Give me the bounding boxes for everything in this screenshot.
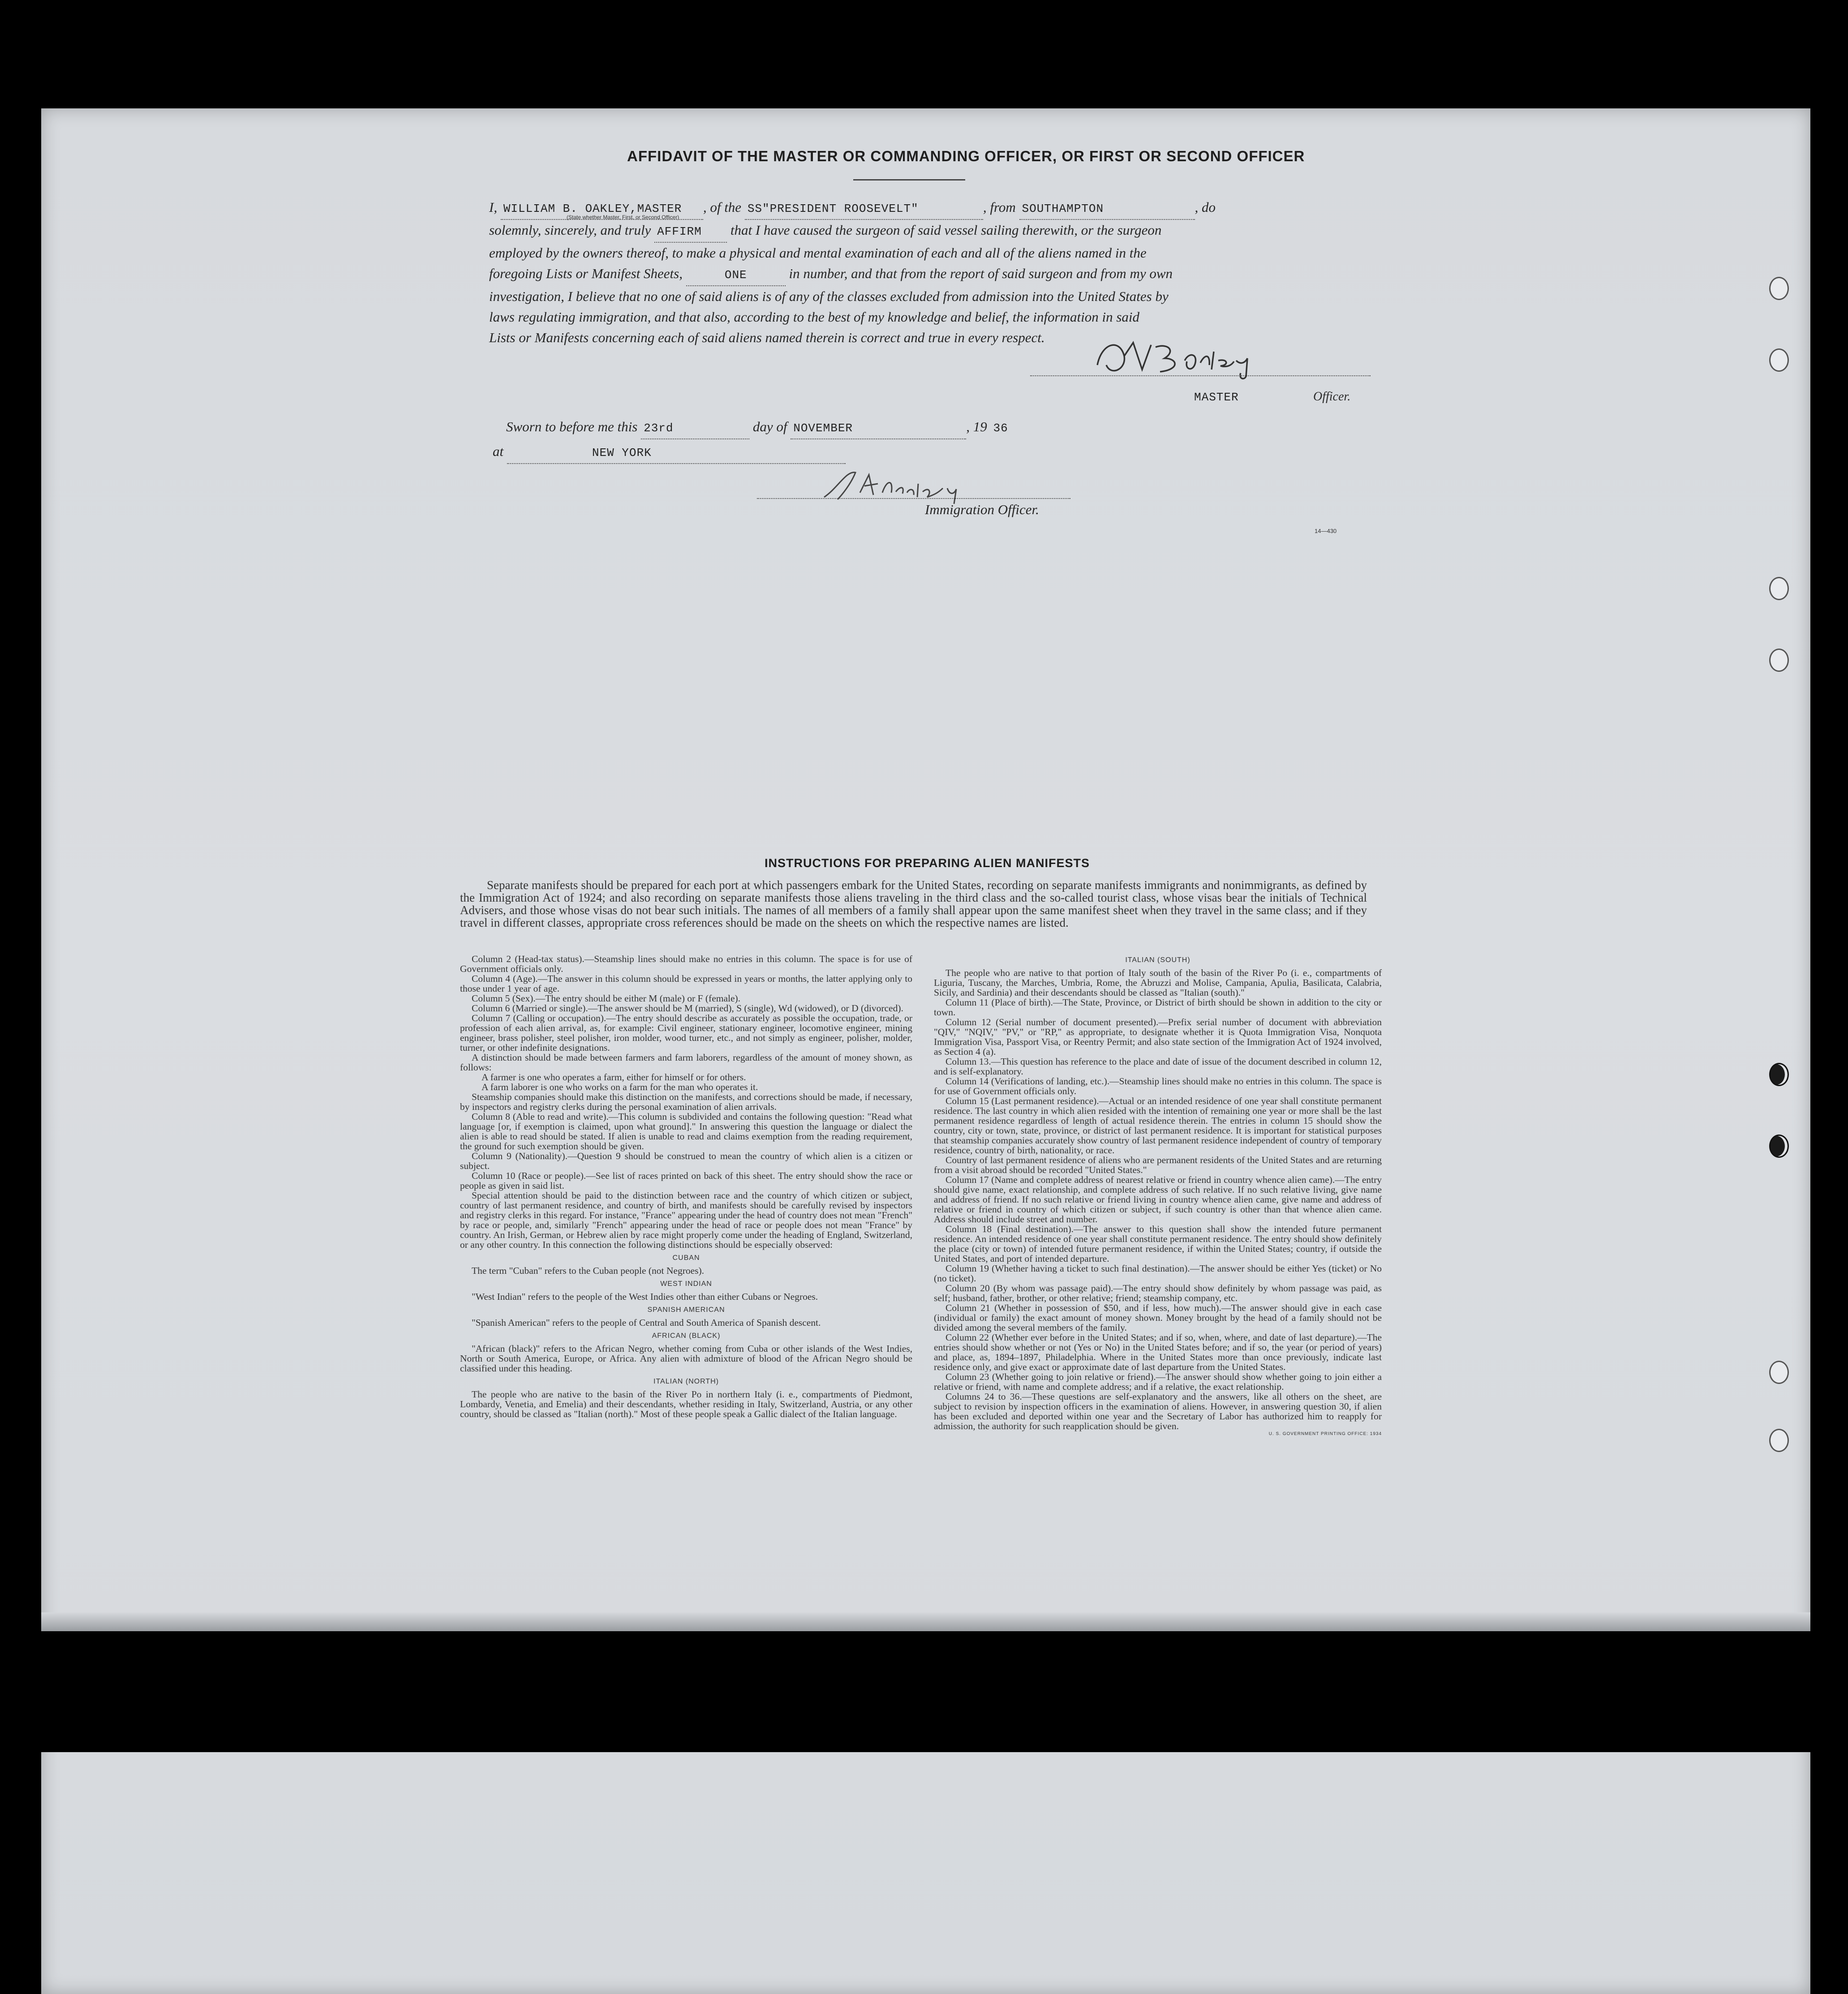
farmer-definition: A farmer is one who operates a farm, either for himself or for others. (481, 1072, 746, 1083)
punch-hole (1769, 649, 1789, 672)
col-4-paragraph: Column 4 (Age).—The answer in this column should be expressed in years or months, the latter applying only to those under 1 year of age. (460, 973, 912, 994)
affidavit-line-2 (489, 220, 1385, 243)
instructions-left-column (460, 954, 912, 1419)
heading-cuban: CUBAN (672, 1254, 700, 1262)
affidavit-title: AFFIDAVIT OF THE MASTER OR COMMANDING OFFICER, OR FIRST OR SECOND OFFICER (627, 148, 1305, 164)
col-23-paragraph: Column 23 (Whether going to join relative or friend).—The answer should show whether going to join either a relative or friend, with name and complete address; and if a relative, the exact relationship. (934, 1371, 1382, 1392)
form-number: 14—430 (1315, 528, 1337, 534)
col-8-paragraph: Column 8 (Able to read and write).—This column is subdivided and contains the following question: "Read what language [or, if exemption is claimed, upon what ground]." In answering this question the language or dialect the alien is able to read should be stated. If alien is unable to read and claims exemption from the reading requirement, the ground for such exemption should be given. (460, 1111, 912, 1152)
sworn-line (506, 417, 1023, 439)
frame-bottom (0, 1630, 1848, 1752)
printer-imprint: U. S. GOVERNMENT PRINTING OFFICE: 1934 (1268, 1431, 1382, 1436)
col-17-paragraph: Column 17 (Name and complete address of nearest relative or friend in country whence alien came).—The entry should give name, exact relationship, and complete address of such relative. If no such relative living, give name and address of friend. If no such relative or friend living in country whence alien came, give name and address of relative or friend in country of which citizen or subject, if such country is other than that whence alien came. Address should include street and number. (934, 1174, 1382, 1225)
punch-hole (1769, 348, 1789, 372)
heading-italian-north: ITALIAN (NORTH) (653, 1378, 719, 1385)
affidavit-i: I, (489, 199, 498, 215)
place-field: NEW YORK (507, 443, 846, 464)
instructions-title: INSTRUCTIONS FOR PREPARING ALIEN MANIFESTS (764, 856, 1090, 870)
cuban-paragraph: The term "Cuban" refers to the Cuban people (not Negroes). (472, 1265, 705, 1276)
farm-laborer-definition: A farm laborer is one who works on a farm for the man who operates it. (481, 1082, 758, 1092)
instructions-right-column (934, 952, 1382, 1439)
affidavit-line-3: employed by the owners thereof, to make a physical and mental examination of each and all of the aliens named in the (489, 245, 1147, 261)
col-19-paragraph: Column 19 (Whether having a ticket to such final destination).—The answer should be either Yes (ticket) or No (no ticket). (934, 1263, 1382, 1284)
col-7-paragraph: Column 7 (Calling or occupation).—The entry should describe as accurately as possible the occupation, trade, or profession of each alien arrival, as, for example: Civil engineer, stationary engineer, locomotive engineer, mining engineer, brass polisher, steel polisher, iron molder, wood turner, etc., and not simply as engineer, polisher, molder, turner, or other indefinite designations. (460, 1013, 912, 1053)
year-prefix: , 19 (966, 419, 987, 434)
punch-hole (1769, 577, 1789, 600)
master-name-field: WILLIAM B. OAKLEY,MASTER (501, 198, 703, 220)
sheet-bottom-fade (41, 1612, 1810, 1631)
col-5-paragraph: Column 5 (Sex).—The entry should be either M (male) or F (female). (472, 993, 741, 1004)
col-2-paragraph: Column 2 (Head-tax status).—Steamship lines should make no entries in this column. The space is for use of Government officials only. (460, 954, 912, 974)
col-15-paragraph: Column 15 (Last permanent residence).—Actual or an intended residence of one year shall constitute permanent residence. The last country in which alien resided with the intention of remaining one year or more shall be the last permanent residence regardless of length of actual residence therein. The entries in column 15 should show the country, city or town, state, province, or district of last permanent residence. It is important for statistical purposes that steamship companies accurately show country of last permanent residence independent of country of temporary residence, country of birth, nationality, or race. (934, 1096, 1382, 1156)
punch-hole (1769, 1361, 1789, 1384)
text-solemnly: solemnly, sincerely, and truly (489, 222, 651, 238)
sheet-count-field: ONE (686, 265, 786, 286)
punch-hole (1769, 1063, 1789, 1086)
day-field: 23rd (641, 418, 749, 439)
race-distinction-paragraph: Special attention should be paid to the distinction between race and the country of which citizen or subject, country of last permanent residence, and country of birth, and manifests should be carefully revised by inspectors and registry clerks in this regard. For instance, "France" appearing under the head of country does not mean "French" by race or people, and, similarly "French" appearing under the head of race or people does not mean "France" by country. An Irish, German, or Hebrew alien by race might properly come under the heading of England, Switzerland, or any other country. In this connection the following distinctions should be especially observed: (460, 1190, 912, 1250)
african-paragraph: "African (black)" refers to the African Negro, whether coming from Cuba or other islands of the West Indies, North or South America, Europe, or Africa. Any alien with admixture of blood of the African Negro should be classified under this heading. (460, 1343, 912, 1374)
col-20-paragraph: Column 20 (By whom was passage paid).—The entry should show definitely by whom passage was paid, as self; husband, father, brother, or other relative; friend; steamship company, etc. (934, 1283, 1382, 1303)
west-indian-paragraph: "West Indian" refers to the people of the West Indies other than either Cubans or Negroes. (472, 1291, 818, 1302)
affidavit-line-7: Lists or Manifests concerning each of said aliens named therein is correct and true in every respect. (489, 330, 1045, 345)
col-18-paragraph: Column 18 (Final destination).—The answer to this question shall show the intended future permanent residence. An intended residence of one year shall constitute permanent residence. The entry should show definitely the place (city or town) of intended future permanent residence, if within the United States; country, if outside the United States, and port of intended departure. (934, 1224, 1382, 1264)
text-line-4a: foregoing Lists or Manifest Sheets, (489, 266, 683, 281)
state-note: (State whether Master, First, or Second Officer) (567, 214, 679, 220)
returning-residents-paragraph: Country of last permanent residence of aliens who are permanent residents of the United States and are returning from a visit abroad should be recorded "United States." (934, 1155, 1382, 1175)
master-signature-line (1030, 375, 1371, 377)
col-6-paragraph: Column 6 (Married or single).—The answer should be M (married), S (single), Wd (widowed), or D (divorced). (472, 1003, 903, 1014)
col-11-paragraph: Column 11 (Place of birth).—The State, Province, or District of birth should be shown in addition to the city or town. (934, 997, 1382, 1018)
officer-label: Officer. (1313, 390, 1351, 404)
col-12-paragraph: Column 12 (Serial number of document presented).—Prefix serial number of document with abbreviation "QIV," "NQIV," "PV," or "RP," as appropriate, to designate whether it is Quota Immigration Visa, Nonquota Immigration Visa, Passport Visa, or Reentry Permit; and also state section of the Immigration Act of 1924 involved, as Section 4 (a). (934, 1017, 1382, 1057)
punch-hole (1769, 277, 1789, 300)
heading-spanish-american: SPANISH AMERICAN (647, 1306, 725, 1314)
sworn-label: Sworn to before me this (506, 419, 638, 434)
port-field: SOUTHAMPTON (1019, 198, 1195, 220)
col-10-paragraph: Column 10 (Race or people).—See list of races printed on back of this sheet. The entry should show the race or people as given in said list. (460, 1170, 912, 1191)
heading-african: AFRICAN (BLACK) (652, 1332, 721, 1340)
year-field: 36 (993, 421, 1008, 435)
punch-hole (1769, 1135, 1789, 1158)
title-rule (853, 179, 965, 180)
spanish-american-paragraph: "Spanish American" refers to the people of Central and South America of Spanish descent. (472, 1317, 821, 1328)
text-of-the: , of the (703, 199, 742, 215)
italian-north-paragraph: The people who are native to the basin of the River Po in northern Italy (i. e., compartments of Piedmont, Lombardy, Venetia, and Emelia) and their descendants, whether residing in Italy, Switzerland, Austria, or any other country, should be classed as "Italian (north)." Most of these people speak a Gallic dialect of the Italian language. (460, 1389, 912, 1419)
col-14-paragraph: Column 14 (Verifications of landing, etc.).—Steamship lines should make no entries in this column. The space is for use of Government officials only. (934, 1076, 1382, 1096)
rank-field: MASTER (1194, 391, 1239, 404)
punch-hole (1769, 1429, 1789, 1452)
month-field: NOVEMBER (791, 418, 966, 439)
col-24-36-paragraph: Columns 24 to 36.—These questions are self-explanatory and the answers, like all others on the sheet, are subject to revision by inspection officers in the examination of aliens. However, in answering question 30, if alien has been excluded and deported within one year and the Secretary of Labor has authorized him to reapply for admission, the authority for such reapplication should be given. (934, 1391, 1382, 1431)
at-line (493, 441, 846, 464)
text-line-2: that I have caused the surgeon of said vessel sailing therewith, or the surgeon (730, 222, 1162, 238)
heading-italian-south: ITALIAN (SOUTH) (1125, 956, 1190, 964)
col-21-paragraph: Column 21 (Whether in possession of $50, and if less, how much).—The answer should give in each case (individual or family) the exact amount of money shown. Money brought by the head of a family should not be divided among the several members of the family. (934, 1302, 1382, 1333)
text-do: , do (1195, 199, 1216, 215)
affidavit-line-4 (489, 263, 1385, 286)
rank-line (1191, 390, 1350, 404)
col-22-paragraph: Column 22 (Whether ever before in the United States; and if so, when, where, and date of last departure).—The entries should show whether or not (Yes or No) in the United States before; and if so, the year (or period of years) and place, as, 1894–1897, Philadelphia. Where in the United States more than once previously, indicate last residence only, and give exact or approximate date of last departure from the United States. (934, 1332, 1382, 1372)
italian-south-paragraph: The people who are native to that portion of Italy south of the basin of the River Po (i. e., compartments of Liguria, Tuscany, the Marches, Umbria, Rome, the Abruzzi and Molise, Campania, Apulia, Basilicata, Calabria, Sicily, and Sardinia) and their descendants should be classed as "Italian (south)." (934, 967, 1382, 998)
affidavit-line-5: investigation, I believe that no one of said aliens is of any of the classes excluded from admission into the United States by (489, 288, 1169, 304)
text-from: , from (983, 199, 1016, 215)
steamship-distinction-paragraph: Steamship companies should make this distinction on the manifests, and corrections should be made, if necessary, by inspectors and registry clerks during the personal examination of alien arrivals. (460, 1092, 912, 1112)
day-of-label: day of (752, 419, 787, 434)
affidavit-line-6: laws regulating immigration, and that also, according to the best of my knowledge and belief, the information in said (489, 309, 1140, 325)
heading-west-indian: WEST INDIAN (660, 1280, 712, 1288)
immigration-officer-label: Immigration Officer. (925, 502, 1039, 517)
farm-distinction-paragraph: A distinction should be made between farmers and farm laborers, regardless of the amount of money shown, as follows: (460, 1052, 912, 1073)
instructions-intro: Separate manifests should be prepared for each port at which passengers embark for the United States, recording on separate manifests immigrants and nonimmigrants, as defined by the Immigration Act of 1924; and also recording on separate manifests those aliens traveling in the third class and the so-called tourist class, whose visas bear the initials of Technical Advisers, and those whose visas do not bear such initials. The names of all members of a family shall appear upon the same manifest sheet when they travel in the same class; and if they travel in different classes, appropriate cross references should be made on the sheets on which the respective names are listed. (460, 878, 1367, 929)
vessel-name-field: SS"PRESIDENT ROOSEVELT" (745, 198, 983, 220)
col-13-paragraph: Column 13.—This question has reference to the place and date of issue of the document described in column 12, and is self-explanatory. (934, 1056, 1382, 1077)
affirm-field: AFFIRM (654, 221, 727, 243)
col-9-paragraph: Column 9 (Nationality).—Question 9 should be construed to mean the country of which alien is a citizen or subject. (460, 1151, 912, 1171)
at-label: at (493, 443, 504, 459)
text-line-4b: in number, and that from the report of said surgeon and from my own (789, 266, 1173, 281)
